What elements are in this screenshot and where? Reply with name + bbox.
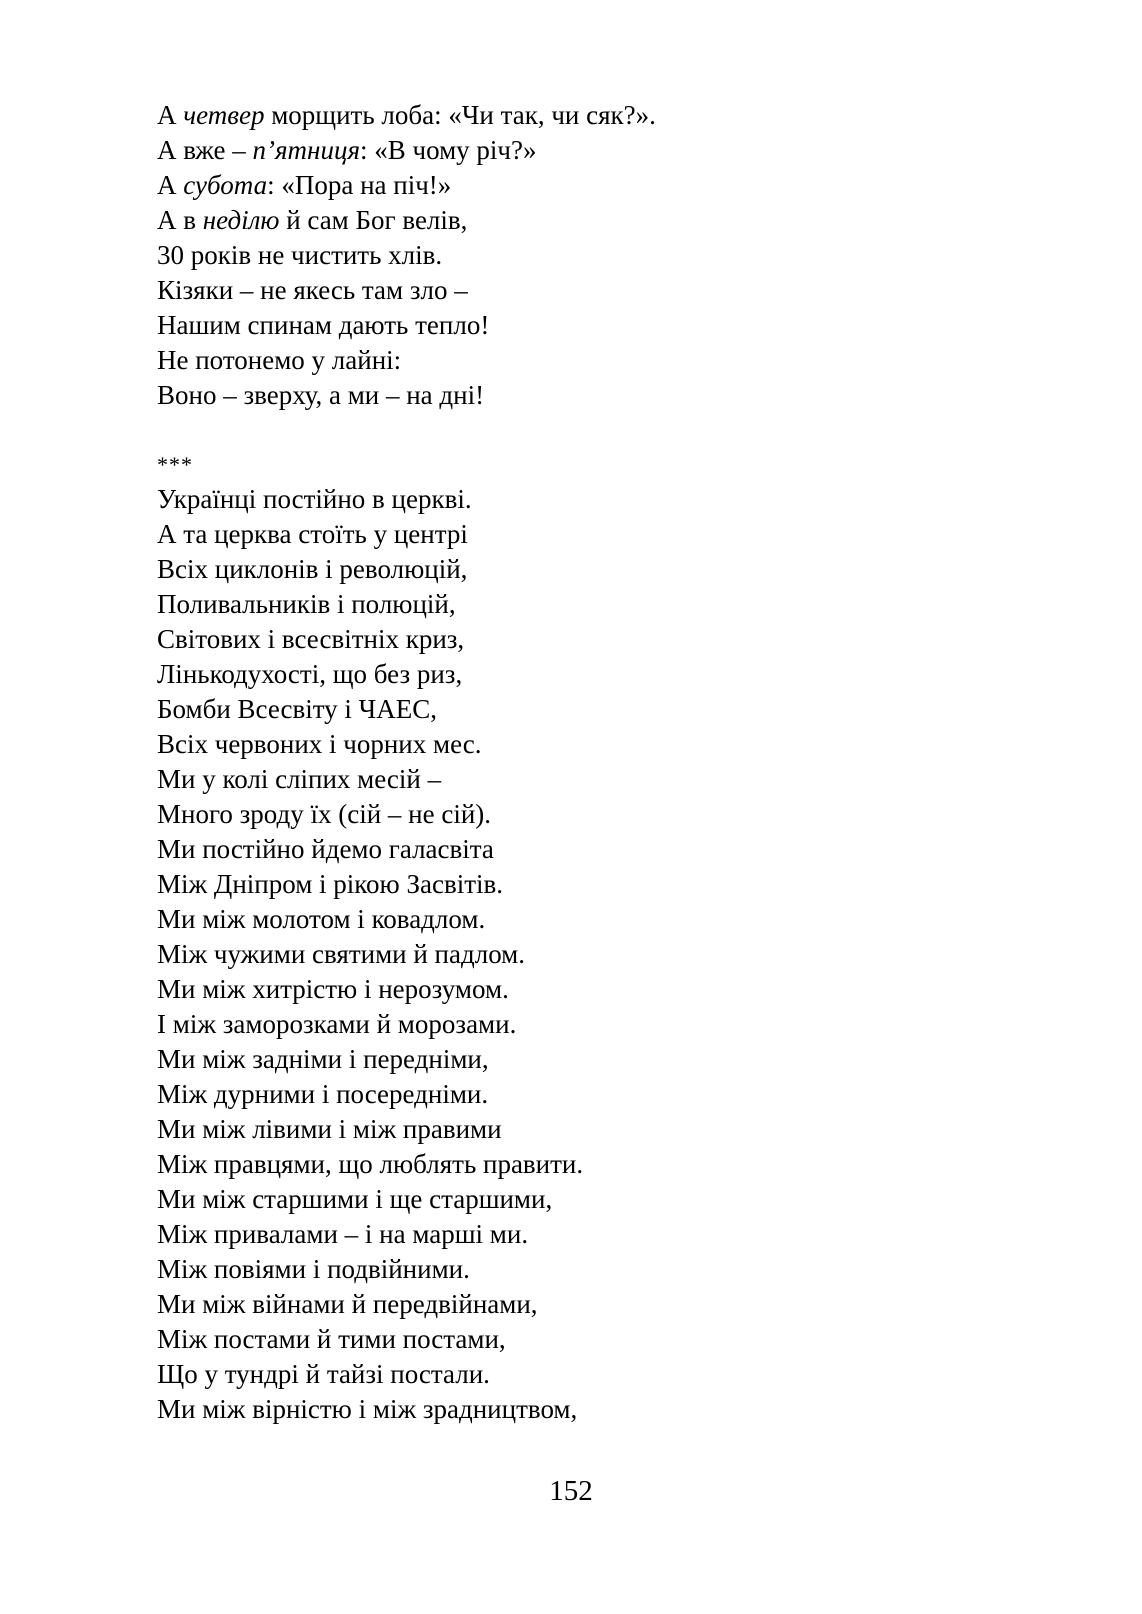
line-text: й сам Бог велів,: [279, 205, 468, 235]
line-text: А в: [157, 205, 203, 235]
line-text: 30 років не чистить хлів.: [157, 240, 443, 270]
poem-line: [157, 273, 656, 308]
line-italic-text: п’ятниця: [252, 135, 361, 165]
poem-line: [157, 168, 656, 203]
stanza-2: [157, 482, 656, 1427]
poem-line: Ми між вірністю і між зрадництвом,: [157, 1394, 578, 1424]
poem-line: Всіх циклонів і революцій,: [157, 554, 468, 584]
line-text: морщить лоба: «Чи так, чи сяк?».: [264, 100, 656, 130]
stanza-separator: ***: [157, 452, 193, 477]
line-text: Не потонемо у лайні:: [157, 345, 402, 375]
poem-line: Поливальників і полюцій,: [157, 589, 456, 619]
poem-line: Много зроду їх (сій – не сій).: [157, 799, 492, 829]
poem-line: [157, 98, 656, 133]
poem-line: [157, 238, 656, 273]
poem-line: Між привалами – і на марші ми.: [157, 1219, 529, 1249]
line-text: Кізяки – не якесь там зло –: [157, 275, 468, 305]
poem-line: А та церква стоїть у центрі: [157, 519, 468, 549]
stanza-gap: [157, 413, 656, 447]
poem-line: Українці постійно в церкві.: [157, 484, 472, 514]
poem-line: Ми між хитрістю і нерозумом.: [157, 974, 509, 1004]
page-number: 152: [549, 1475, 593, 1507]
poem-line: Між Дніпром і рікою Засвітів.: [157, 869, 504, 899]
poem-line: Бомби Всесвіту і ЧАЕС,: [157, 694, 437, 724]
line-italic-text: четвер: [183, 100, 265, 130]
poem-line: Ми між лівими і між правими: [157, 1114, 502, 1144]
line-italic-text: субота: [183, 170, 268, 200]
line-text: А вже –: [157, 135, 253, 165]
poem-line: Ми між війнами й передвійнами,: [157, 1289, 538, 1319]
poem-line: Ми між молотом і ковадлом.: [157, 904, 486, 934]
poem-line: [157, 308, 656, 343]
line-text: : «В чому річ?»: [360, 135, 537, 165]
poem-line: Лінькодухості, що без риз,: [157, 659, 463, 689]
poem-line: [157, 343, 656, 378]
stanza-1: [157, 98, 656, 413]
poem-line: Між дурними і посередніми.: [157, 1079, 489, 1109]
poem-line: Між правцями, що люблять правити.: [157, 1149, 584, 1179]
poem-line: Світових і всесвітніх криз,: [157, 624, 465, 654]
poem-line: Між постами й тими постами,: [157, 1324, 506, 1354]
poem-line: Ми між старшими і ще старшими,: [157, 1184, 553, 1214]
line-text: А: [157, 170, 184, 200]
poem-line: Ми між задніми і передніми,: [157, 1044, 489, 1074]
poem-line: Ми постійно йдемо галасвіта: [157, 834, 494, 864]
poem-line: [157, 378, 656, 413]
line-italic-text: неділю: [202, 205, 280, 235]
poem-line: Між чужими святими й падлом.: [157, 939, 526, 969]
line-text: Воно – зверху, а ми – на дні!: [157, 380, 485, 410]
poem-line: Ми у колі сліпих месій –: [157, 764, 442, 794]
poem-line: Що у тундрі й тайзі постали.: [157, 1359, 490, 1389]
line-text: : «Пора на піч!»: [267, 170, 452, 200]
poem-line: Між повіями і подвійними.: [157, 1254, 470, 1284]
poem-text: [157, 98, 656, 1427]
poem-line: І між заморозками й морозами.: [157, 1009, 517, 1039]
poem-line: [157, 203, 656, 238]
poem-line: [157, 133, 656, 168]
poem-line: Всіх червоних і чорних мес.: [157, 729, 482, 759]
line-text: Нашим спинам дають тепло!: [157, 310, 490, 340]
line-text: А: [157, 100, 184, 130]
